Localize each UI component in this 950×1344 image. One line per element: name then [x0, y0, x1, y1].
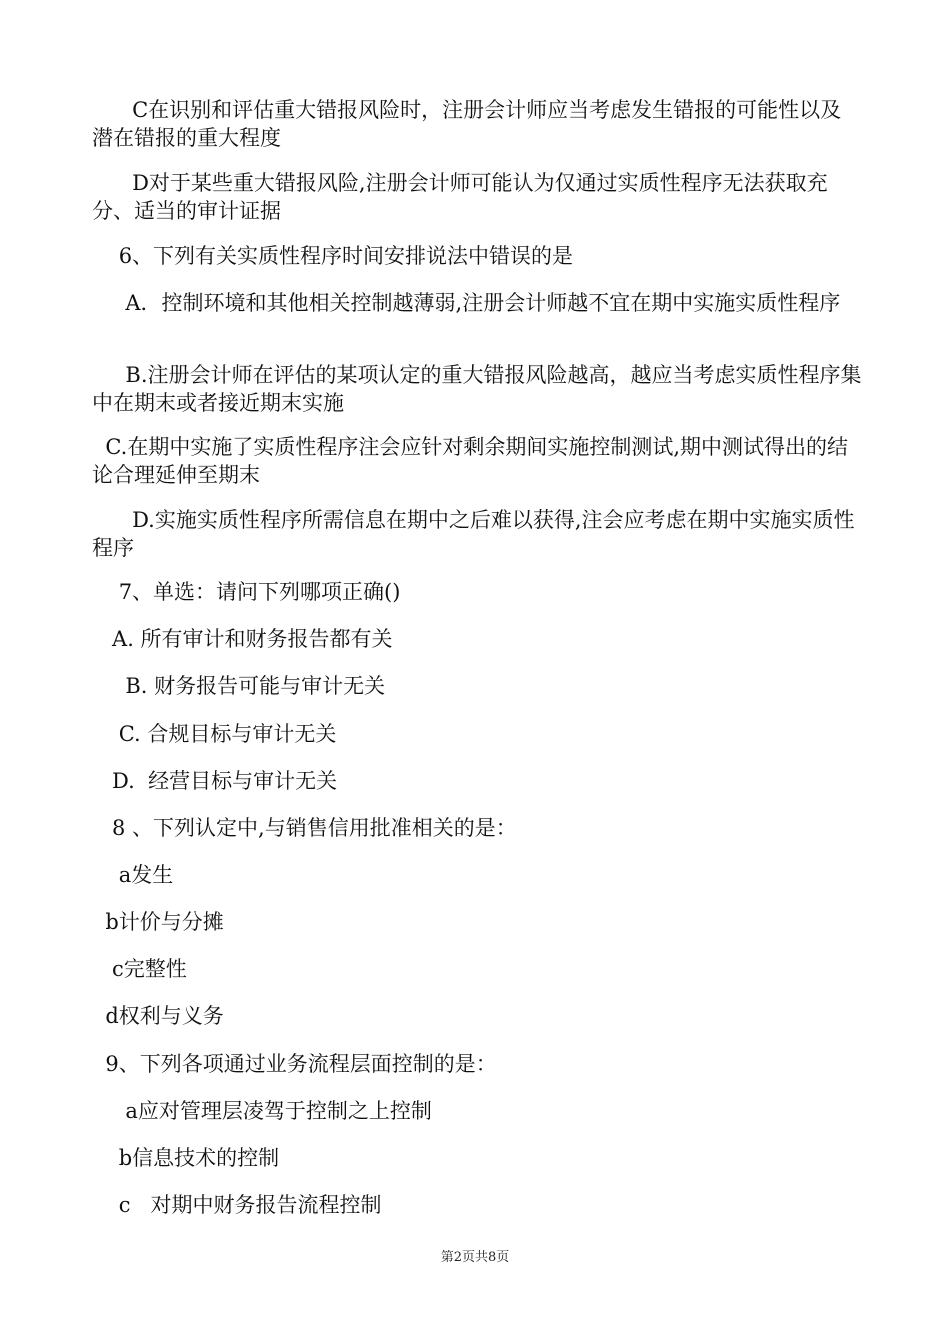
q7-option-c: C. 合规目标与审计无关 — [92, 722, 337, 746]
question-8: 8 、下列认定中,与销售信用批准相关的是： — [92, 816, 517, 840]
q8-option-b: b计价与分摊 — [92, 910, 224, 934]
q9-option-c: c 对期中财务报告流程控制 — [92, 1193, 382, 1217]
q8-option-a: a发生 — [92, 863, 174, 887]
q7-option-d: D. 经营目标与审计无关 — [92, 769, 338, 793]
question-9: 9、下列各项通过业务流程层面控制的是： — [92, 1052, 497, 1076]
paragraph-option-c: C在识别和评估重大错报风险时，注册会计师应当考虑发生错报的可能性以及潜在错报的重大程度 — [92, 98, 842, 150]
q7-option-b: B. 财务报告可能与审计无关 — [92, 674, 386, 698]
q6-option-a: A．控制环境和其他相关控制越薄弱,注册会计师越不宜在期中实施实质性程序 — [92, 291, 841, 315]
q6-option-c: C.在期中实施了实质性程序注会应针对剩余期间实施控制测试,期中测试得出的结论合理延伸至期末 — [92, 435, 849, 487]
question-7: 7、单选：请问下列哪项正确() — [92, 580, 401, 604]
q8-option-d: d权利与义务 — [92, 1004, 224, 1028]
q7-option-a: A. 所有审计和财务报告都有关 — [92, 627, 393, 651]
q9-option-a: a应对管理层凌驾于控制之上控制 — [92, 1099, 432, 1123]
paragraph-option-d: D对于某些重大错报风险,注册会计师可能认为仅通过实质性程序无法获取充分、适当的审计证据 — [92, 171, 828, 223]
q6-option-b: B.注册会计师在评估的某项认定的重大错报风险越高，越应当考虑实质性程序集中在期末或者接近期末实施 — [92, 363, 862, 415]
q9-option-b: b信息技术的控制 — [92, 1146, 280, 1170]
q8-option-c: c完整性 — [92, 957, 187, 981]
page-footer: 第2页共8页 — [440, 1250, 510, 1265]
q6-option-d: D.实施实质性程序所需信息在期中之后难以获得,注会应考虑在期中实施实质性程序 — [92, 508, 855, 560]
question-6: 6、下列有关实质性程序时间安排说法中错误的是 — [92, 244, 574, 268]
